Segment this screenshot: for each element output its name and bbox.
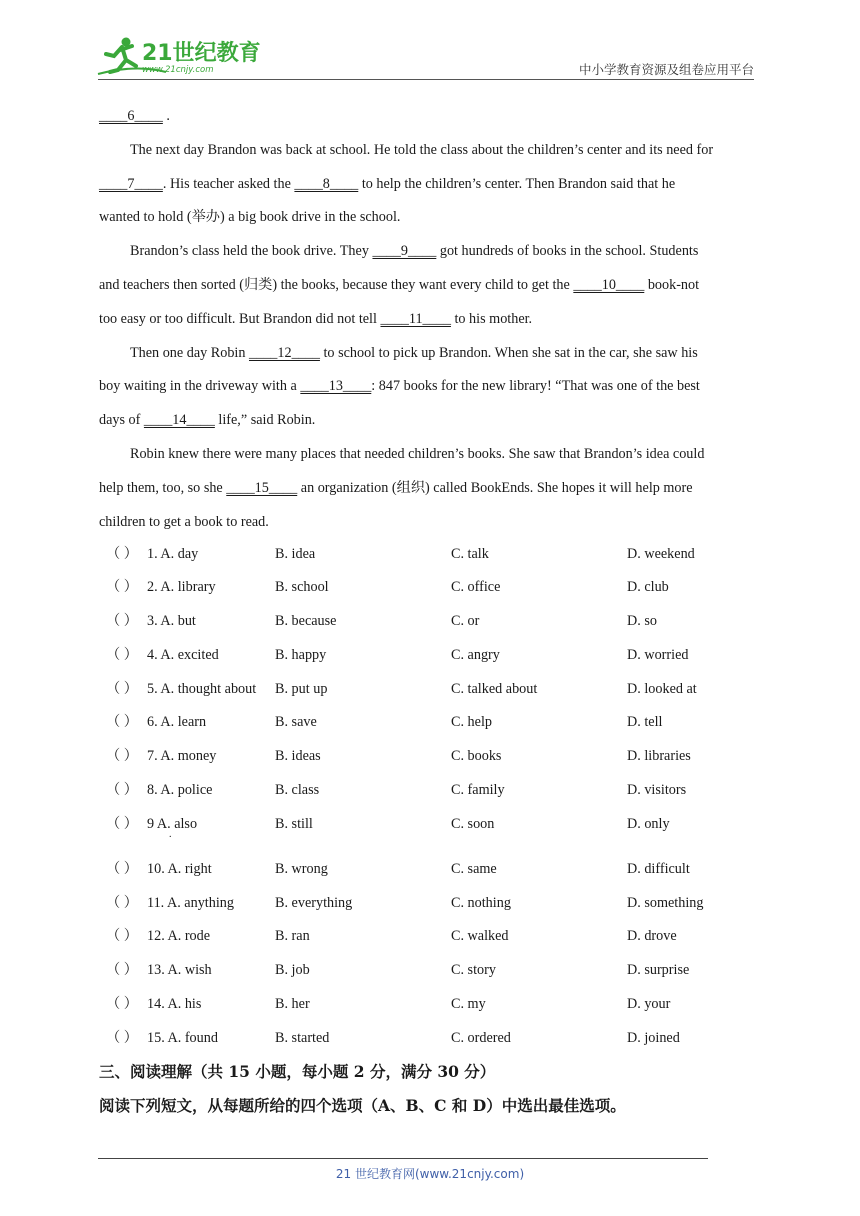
option-a: 14. A. his <box>147 996 202 1013</box>
option-c: C. story <box>451 962 496 979</box>
question-row <box>99 639 759 673</box>
passage-text: and teachers then sorted (归类) the books, because they want every child to get the <box>99 276 574 293</box>
option-d: D. worried <box>627 646 689 663</box>
option-c: C. help <box>451 714 492 731</box>
option-a: 8. A. police <box>147 782 213 799</box>
option-c: C. angry <box>451 646 500 663</box>
option-a: 12. A. rode <box>147 928 211 945</box>
cloze-passage <box>99 100 759 539</box>
option-b: B. happy <box>275 646 327 663</box>
option-d: D. joined <box>627 1029 680 1046</box>
answer-bracket[interactable]: （ ） <box>106 545 138 562</box>
answer-blank: ____15____ <box>226 479 298 496</box>
answer-blank: ____10____ <box>573 276 645 293</box>
passage-text: got hundreds of books in the school. Students <box>436 243 699 260</box>
option-c: C. ordered <box>451 1029 511 1046</box>
passage-text: too easy or too difficult. But Brandon did not tell <box>99 310 381 327</box>
option-d: D. weekend <box>627 545 695 562</box>
option-a: 9 A. also <box>147 815 198 832</box>
passage-line <box>99 303 759 337</box>
passage-text: Brandon’s class held the book drive. They <box>130 243 373 260</box>
option-d: D. drove <box>627 928 677 945</box>
option-d: D. difficult <box>627 860 690 877</box>
passage-line <box>99 337 759 371</box>
passage-line <box>99 134 759 168</box>
logo-text: 21世纪教育 <box>142 41 261 66</box>
option-a: 15. A. found <box>147 1029 218 1046</box>
site-logo <box>96 34 266 78</box>
question-row <box>99 571 759 605</box>
option-b: B. job <box>275 962 310 979</box>
platform-title: 中小学教育资源及组卷应用平台 <box>578 62 754 77</box>
option-c: C. family <box>451 782 505 799</box>
option-d: D. tell <box>627 714 663 731</box>
option-a: 4. A. excited <box>147 646 219 663</box>
option-c: C. walked <box>451 928 509 945</box>
passage-text: children to get a book to read. <box>99 513 269 530</box>
answer-blank: ____9____ <box>372 243 437 260</box>
option-a: 10. A. right <box>147 860 212 877</box>
question-row <box>99 1022 759 1056</box>
answer-bracket[interactable]: （ ） <box>106 860 138 877</box>
question-row <box>99 740 759 774</box>
question-row <box>99 605 759 639</box>
answer-bracket[interactable]: （ ） <box>106 894 138 911</box>
answer-bracket[interactable]: （ ） <box>106 928 138 945</box>
option-b: B. class <box>275 782 320 799</box>
option-d: D. looked at <box>627 680 697 697</box>
stray-dot: . <box>169 828 172 840</box>
runner-logo-icon <box>96 34 266 78</box>
answer-blank: ____12____ <box>249 344 320 361</box>
passage-line <box>99 472 759 506</box>
option-a: 1. A. day <box>147 545 199 562</box>
option-c: C. or <box>451 613 480 630</box>
question-row <box>99 808 759 853</box>
option-b: B. idea <box>275 545 316 562</box>
passage-text: book-not <box>644 276 700 293</box>
passage-line <box>99 235 759 269</box>
answer-blank: ____11____ <box>380 310 451 327</box>
question-row <box>99 887 759 921</box>
question-list <box>99 538 759 1056</box>
passage-text: . <box>162 108 170 124</box>
option-a: 2. A. library <box>147 579 216 596</box>
passage-line <box>99 438 759 472</box>
answer-bracket[interactable]: （ ） <box>106 815 138 832</box>
option-b: B. save <box>275 714 317 731</box>
answer-bracket[interactable]: （ ） <box>106 579 138 596</box>
option-b: B. wrong <box>275 860 328 877</box>
question-row <box>99 988 759 1022</box>
footer-divider <box>98 1158 708 1159</box>
option-d: D. something <box>627 894 704 911</box>
answer-blank: ____7____ <box>99 175 163 192</box>
option-c: C. talk <box>451 545 489 562</box>
answer-bracket[interactable]: （ ） <box>106 714 138 731</box>
passage-text: boy waiting in the driveway with a <box>99 378 301 395</box>
option-a: 7. A. money <box>147 748 217 765</box>
passage-text: to his mother. <box>450 310 533 327</box>
answer-bracket[interactable]: （ ） <box>106 996 138 1013</box>
option-c: C. my <box>451 996 486 1013</box>
answer-bracket[interactable]: （ ） <box>106 1029 138 1046</box>
question-row <box>99 538 759 572</box>
option-c: C. books <box>451 748 502 765</box>
passage-text: life,” said Robin. <box>214 412 316 429</box>
option-a: 5. A. thought about <box>147 680 257 697</box>
option-d: D. surprise <box>627 962 690 979</box>
passage-text: wanted to hold (举办) a big book drive in the school. <box>99 209 401 226</box>
question-row <box>99 706 759 740</box>
question-row <box>99 774 759 808</box>
answer-bracket[interactable]: （ ） <box>106 680 138 697</box>
question-row <box>99 673 759 707</box>
option-a: 11. A. anything <box>147 894 234 911</box>
option-b: B. started <box>275 1029 330 1046</box>
passage-text: an organization (组织) called BookEnds. She hopes it will help more <box>297 479 693 496</box>
option-a: 13. A. wish <box>147 962 212 979</box>
answer-bracket[interactable]: （ ） <box>106 782 138 799</box>
passage-line <box>99 168 759 202</box>
passage-text: Then one day Robin <box>130 344 249 361</box>
option-b: B. school <box>275 579 329 596</box>
option-b: B. ideas <box>275 748 321 765</box>
passage-text: to school to pick up Brandon. When she sat in the car, she saw his <box>319 344 698 361</box>
option-c: C. same <box>451 860 497 877</box>
option-b: B. her <box>275 996 310 1013</box>
question-row <box>99 920 759 954</box>
option-b: B. everything <box>275 894 353 911</box>
answer-bracket[interactable]: （ ） <box>106 962 138 979</box>
answer-bracket[interactable]: （ ） <box>106 613 138 630</box>
passage-text: to help the children’s center. Then Brandon said that he <box>358 175 676 192</box>
option-b: B. because <box>275 613 337 630</box>
option-d: D. only <box>627 815 670 832</box>
passage-line <box>99 506 759 540</box>
question-row <box>99 954 759 988</box>
option-c: C. soon <box>451 815 495 832</box>
answer-bracket[interactable]: （ ） <box>106 646 138 663</box>
answer-blank: ____6____ <box>99 108 163 124</box>
option-c: C. talked about <box>451 680 538 697</box>
passage-line <box>99 100 759 134</box>
passage-text: The next day Brandon was back at school. He told the class about the children’s center and its need for <box>130 141 714 158</box>
answer-bracket[interactable]: （ ） <box>106 748 138 765</box>
option-d: D. visitors <box>627 782 687 799</box>
answer-blank: ____14____ <box>143 412 215 429</box>
section-instruction: 阅读下列短文，从每题所给的四个选项（A、B、C 和 D）中选出最佳选项。 <box>99 1096 626 1115</box>
passage-line <box>99 370 759 404</box>
option-b: B. still <box>275 815 313 832</box>
passage-line <box>99 269 759 303</box>
passage-line <box>99 404 759 438</box>
passage-text: days of <box>99 412 144 429</box>
passage-line <box>99 201 759 235</box>
answer-blank: ____13____ <box>300 378 372 395</box>
option-d: D. so <box>627 613 657 630</box>
section-title: 三、阅读理解（共 15 小题，每小题 2 分，满分 30 分） <box>99 1062 496 1081</box>
option-a: 3. A. but <box>147 613 196 630</box>
answer-blank: ____8____ <box>294 175 359 192</box>
option-d: D. your <box>627 996 671 1013</box>
header-divider <box>98 79 754 80</box>
passage-text: : 847 books for the new library! “That was one of the best <box>371 378 700 395</box>
option-a: 6. A. learn <box>147 714 207 731</box>
question-row <box>99 853 759 887</box>
option-b: B. put up <box>275 680 328 697</box>
option-c: C. office <box>451 579 501 596</box>
passage-text: . His teacher asked the <box>162 175 295 192</box>
logo-url: www.21cnjy.com <box>142 65 214 75</box>
option-b: B. ran <box>275 928 310 945</box>
option-d: D. libraries <box>627 748 691 765</box>
option-d: D. club <box>627 579 669 596</box>
passage-text: help them, too, so she <box>99 479 227 496</box>
footer-text[interactable]: 21 世纪教育网(www.21cnjy.com) <box>335 1167 525 1181</box>
passage-text: Robin knew there were many places that needed children’s books. She saw that Brandon’s idea could <box>130 445 705 462</box>
option-c: C. nothing <box>451 894 511 911</box>
